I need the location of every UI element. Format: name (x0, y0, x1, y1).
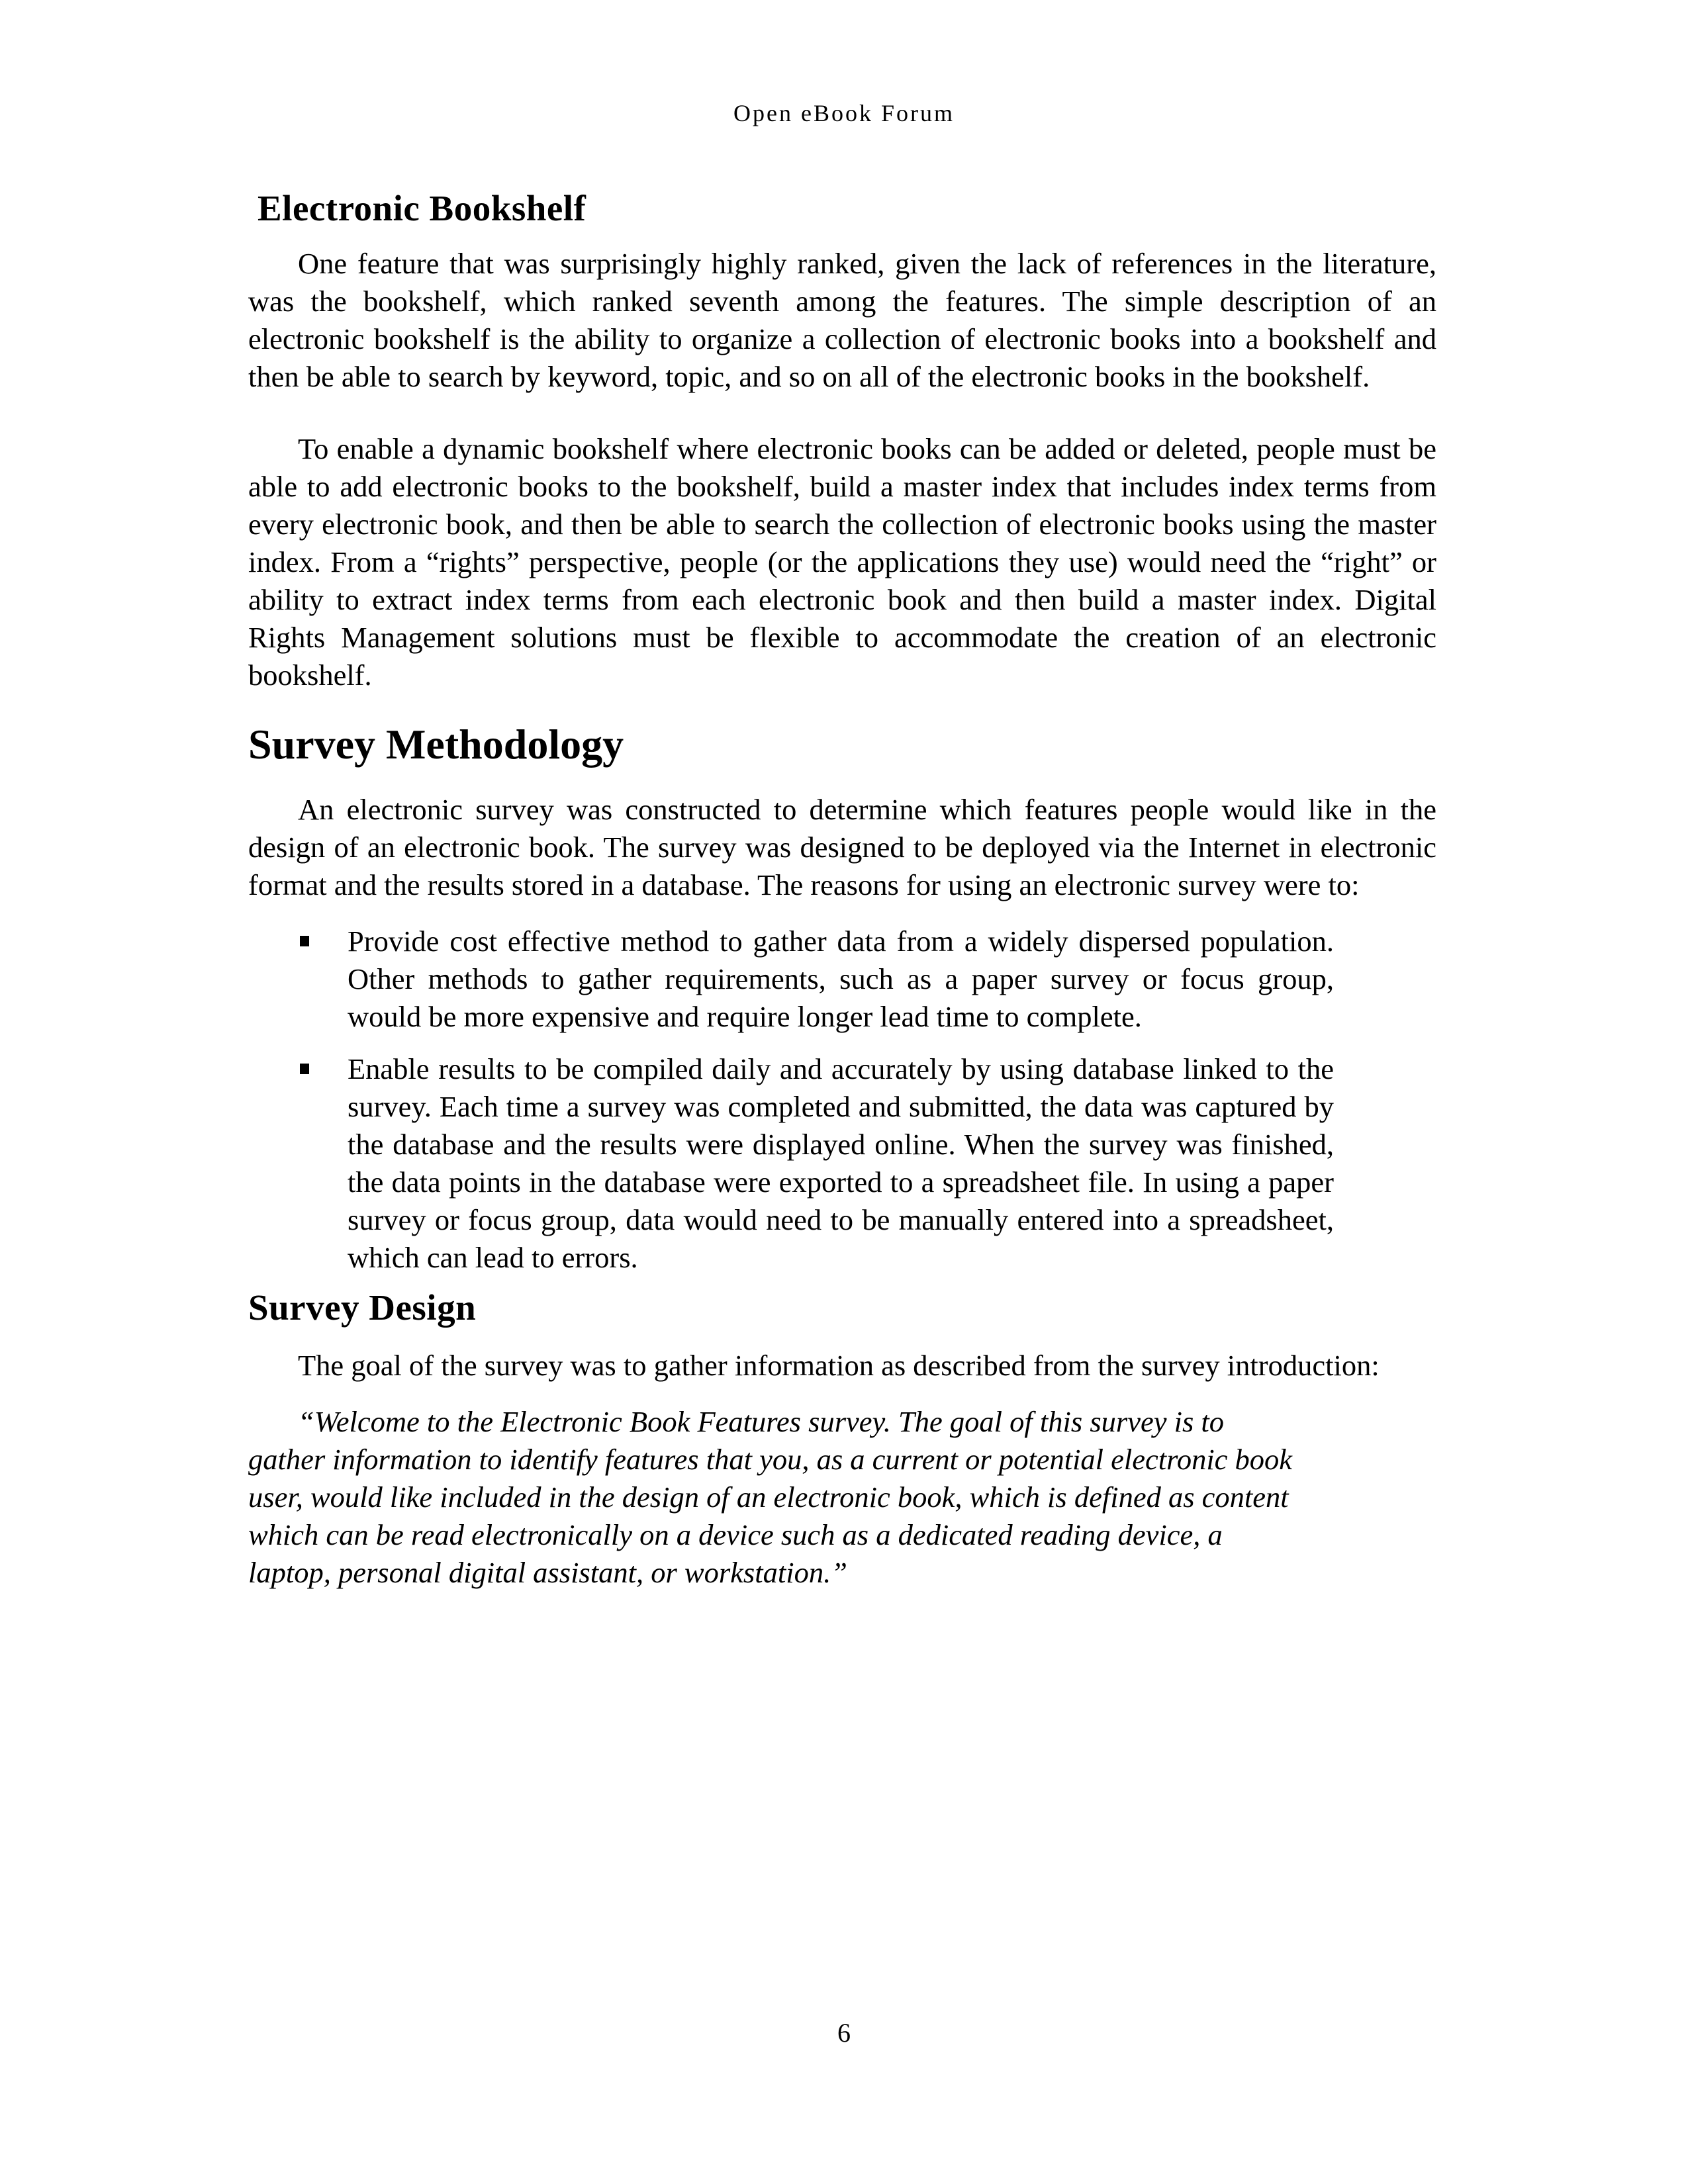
list-item (248, 1050, 1334, 1277)
paragraph-design-intro: The goal of the survey was to gather information as described from the survey introduction: (298, 1349, 1380, 1382)
page-number: 6 (837, 2018, 851, 2048)
paragraph-bookshelf-2: To enable a dynamic bookshelf where electronic books can be added or deleted, people must be able to add electronic books to the bookshelf, build a master index that includes index terms from every electronic book, and then be able to search the collection of electronic books using the master index. From a “rights” perspective, people (or the applications they use) would need the “right” or ability to extract index terms from each electronic book and then build a master index. Digital Rights Management solutions must be flexible to accommodate the creation of an electronic bookshelf. (248, 432, 1436, 692)
list-item-text: Provide cost effective method to gather data from a widely dispersed population. Other methods to gather requirements, such as a paper survey or focus group, would be more expensive and require longer lead time to complete. (348, 925, 1334, 1033)
list-item (248, 923, 1334, 1036)
quote-line: “Welcome to the Electronic Book Features survey. The goal of this survey is to (298, 1405, 1225, 1438)
survey-introduction-quote (248, 1403, 1436, 1592)
page-content (248, 185, 1436, 1592)
paragraph-bookshelf-1: One feature that was surprisingly highly ranked, given the lack of references in the literature, was the bookshelf, which ranked seventh among the features. The simple description of an electronic bookshelf is the ability to organize a collection of electronic books into a bookshelf and then be able to search by keyword, topic, and so on all of the electronic books in the bookshelf. (248, 247, 1436, 393)
quote-line: gather information to identify features that you, as a current or potential electronic book (248, 1443, 1293, 1476)
list-item-text: Enable results to be compiled daily and accurately by using database linked to the survey. Each time a survey was completed and submitted, the data was captured by the database and the results were displayed online. When the survey was finished, the data points in the database were exported to a spreadsheet file. In using a paper survey or focus group, data would need to be manually entered into a spreadsheet, which can lead to errors. (348, 1052, 1334, 1274)
section-heading-electronic-bookshelf: Electronic Bookshelf (258, 188, 586, 228)
running-header: Open eBook Forum (733, 100, 955, 126)
quote-line: which can be read electronically on a device such as a dedicated reading device, a (248, 1518, 1223, 1551)
section-heading-survey-design: Survey Design (248, 1287, 477, 1328)
square-bullet-icon (300, 936, 309, 946)
paragraph-methodology-intro: An electronic survey was constructed to determine which features people would like in the design of an electronic book. The survey was designed to be deployed via the Internet in electronic format and the results stored in a database. The reasons for using an electronic survey were to: (248, 793, 1436, 901)
quote-line: user, would like included in the design of an electronic book, which is defined as content (248, 1480, 1289, 1514)
section-heading-survey-methodology: Survey Methodology (248, 721, 624, 768)
reasons-list (248, 923, 1436, 1277)
square-bullet-icon (300, 1064, 309, 1074)
quote-line: laptop, personal digital assistant, or workstation.” (248, 1556, 847, 1589)
